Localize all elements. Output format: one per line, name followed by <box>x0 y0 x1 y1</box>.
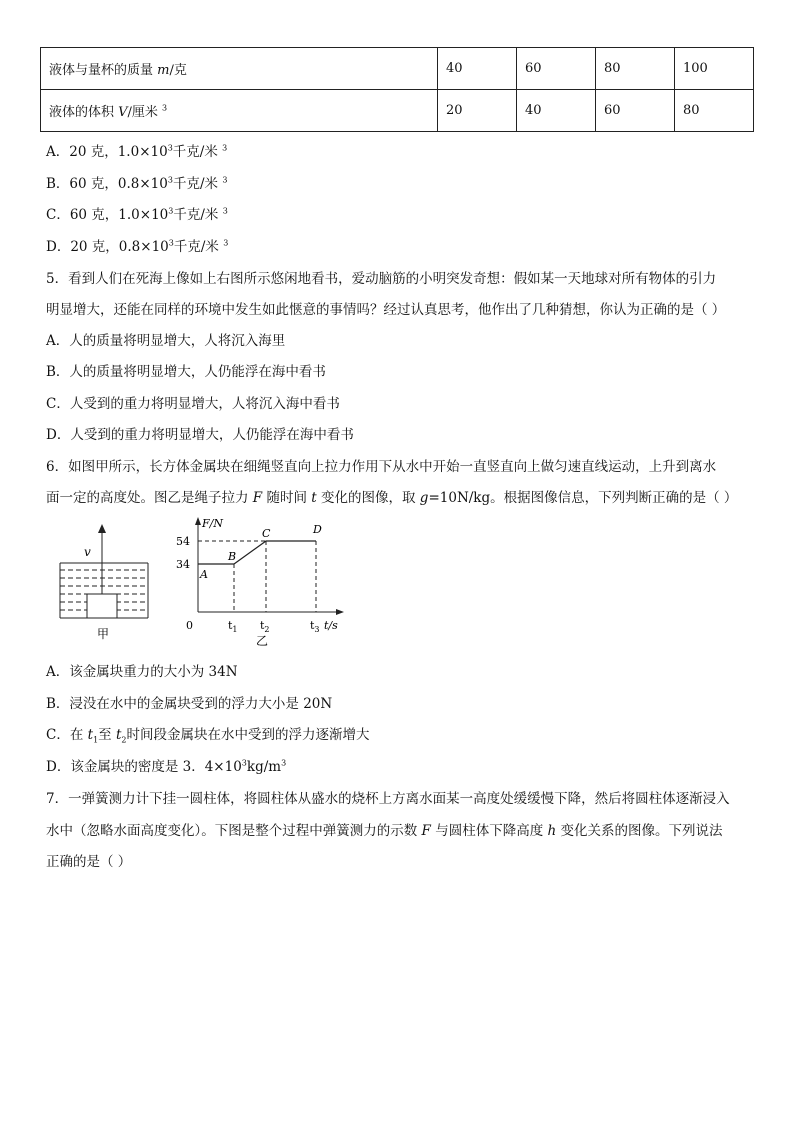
table-cell: 20 <box>438 90 517 132</box>
x-tick-t1: $t_1$ <box>228 619 238 634</box>
q5-option-a: A．人的质量将明显增大，人将沉入海里 <box>46 333 286 349</box>
figure-jia-caption: 甲 <box>97 627 110 641</box>
table-cell: 40 <box>438 48 517 90</box>
y-tick-54: 54 <box>176 535 190 548</box>
q4-option-d: D．20 克，$0.8\times 10^3$千克/米 $^3$ <box>46 238 229 255</box>
table-cell-label: 液体与量杯的质量 m/克 <box>41 48 438 90</box>
up-arrow-icon <box>98 524 106 533</box>
point-d-label: D <box>313 523 322 536</box>
table-cell: 80 <box>596 48 675 90</box>
q4-option-c: C．60 克，$1.0\times 10^3$千克/米 $^3$ <box>46 206 228 223</box>
table-cell: 100 <box>675 48 754 90</box>
table-cell-label: 液体的体积 V/厘米 $^3$ <box>41 90 438 132</box>
x-tick-t3: $t_3$ <box>310 619 320 634</box>
point-b-label: B <box>228 550 237 563</box>
q7-stem-line3: 正确的是（ ） <box>46 854 132 870</box>
q6-option-a: A．该金属块重力的大小为 34N <box>46 664 238 680</box>
y-tick-34: 34 <box>176 558 190 571</box>
q6-stem-line2: 面一定的高度处。图乙是绳子拉力 F 随时间 t 变化的图像，取 g=10N/kg。根据图像信息，下列判断正确的是（ ） <box>46 490 738 506</box>
origin-label: 0 <box>186 619 193 632</box>
table-row <box>41 90 754 132</box>
force-curve <box>198 541 316 564</box>
table-row <box>41 48 754 90</box>
x-axis-arrow-icon <box>336 609 344 615</box>
q6-option-c: C．在 $t_1$至 $t_2$时间段金属块在水中受到的浮力逐渐增大 <box>46 727 370 745</box>
y-axis-label: F/N <box>202 517 223 530</box>
x-tick-t2: $t_2$ <box>260 619 270 634</box>
q6-option-b: B．浸没在水中的金属块受到的浮力大小是 20N <box>46 696 333 712</box>
q5-option-c: C．人受到的重力将明显增大，人将沉入海中看书 <box>46 396 340 412</box>
figure-yi <box>168 512 358 652</box>
q5-stem-line2: 明显增大，还能在同样的环境中发生如此惬意的事情吗？经过认真思考，他作出了几种猜想，你认为正确的是（ ） <box>46 302 726 318</box>
q4-option-b: B．60 克，$0.8\times 10^3$千克/米 $^3$ <box>46 175 228 192</box>
q6-stem-line1: 6．如图甲所示，长方体金属块在细绳竖直向上拉力作用下从水中开始一直竖直向上做匀速直线运动，上升到离水 <box>46 459 717 475</box>
q7-stem-line2: 水中（忽略水面高度变化）。下图是整个过程中弹簧测力的示数 F 与圆柱体下降高度 h 变化关系的图像。下列说法 <box>46 823 723 839</box>
table-cell: 40 <box>517 90 596 132</box>
figure-jia <box>54 522 154 647</box>
y-axis-arrow-icon <box>195 517 201 525</box>
point-c-label: C <box>262 527 271 540</box>
figure-yi-caption: 乙 <box>256 634 269 648</box>
table-cell: 60 <box>596 90 675 132</box>
q7-stem-line1: 7．一弹簧测力计下挂一圆柱体，将圆柱体从盛水的烧杯上方离水面某一高度处缓缓慢下降，然后将圆柱体逐渐浸入 <box>46 791 730 807</box>
q5-option-b: B．人的质量将明显增大，人仍能浮在海中看书 <box>46 364 326 380</box>
metal-block <box>87 594 117 618</box>
table-cell: 60 <box>517 48 596 90</box>
q4-option-a: A．20 克，$1.0\times 10^3$千克/米 $^3$ <box>46 143 228 160</box>
x-axis-label: t/s <box>324 619 338 632</box>
table-cell: 80 <box>675 90 754 132</box>
data-table <box>40 47 754 132</box>
q5-stem-line1: 5．看到人们在死海上像如上右图所示悠闲地看书，爱动脑筋的小明突发奇想：假如某一天地球对所有物体的引力 <box>46 271 717 287</box>
q6-option-d: D．该金属块的密度是 3．$4\times 10^3kg/m^3$ <box>46 758 287 775</box>
velocity-label: v <box>84 545 91 559</box>
point-a-label: A <box>200 568 208 581</box>
q5-option-d: D．人受到的重力将明显增大，人仍能浮在海中看书 <box>46 427 354 443</box>
